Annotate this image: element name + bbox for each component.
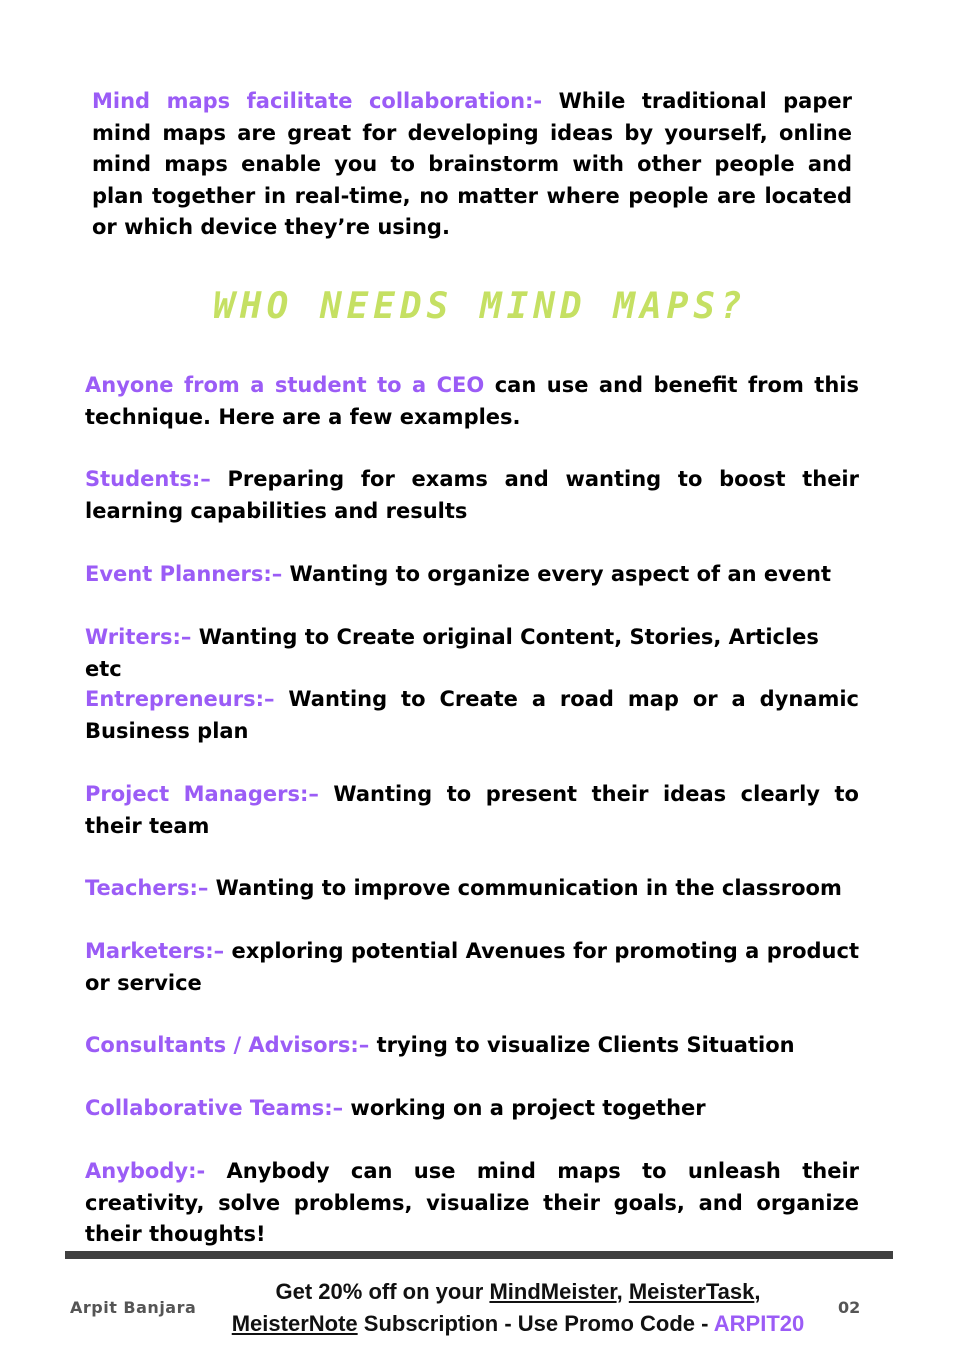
promo-separator: , [754,1279,761,1304]
footer-promo [200,1276,836,1340]
item-text: trying to visualize Clients Situation [369,1033,795,1057]
promo-code: ARPIT20 [713,1311,805,1336]
item-text: Anybody can use mind maps to unleash their creativity, solve problems, visualize their goals, and organize their thoughts! [85,1159,859,1246]
item-label: Entrepreneurs:– [85,687,275,711]
promo-middle: Subscription - Use Promo Code - [357,1311,714,1336]
footer-author: Arpit Banjara [70,1298,197,1317]
item-label: Marketers:– [85,939,225,963]
list-item-entrepreneurs [85,684,859,747]
item-text: Preparing for exams and wanting to boost their learning capabilities and results [85,467,859,523]
item-label: Collaborative Teams:– [85,1096,344,1120]
item-label: Writers:– [85,625,192,649]
meistertask-link[interactable]: MeisterTask [628,1279,755,1304]
list-item-teachers [85,873,859,905]
mindmeister-link[interactable]: MindMeister [489,1279,617,1304]
section-heading: WHO NEEDS MIND MAPS? [213,286,747,327]
item-text: Wanting to present their ideas clearly to their team [85,782,859,838]
item-label: Teachers:– [85,876,209,900]
item-text: Wanting to organize every aspect of an event [282,562,832,586]
promo-separator: , [616,1279,629,1304]
list-item-anybody [85,1156,859,1251]
intro-label: Mind maps facilitate collaboration:- [92,89,543,113]
item-label: Consultants / Advisors:– [85,1033,370,1057]
list-item-event-planners [85,559,859,591]
item-text: exploring potential Avenues for promoting a product or service [85,939,859,995]
item-text: working on a project together [343,1096,706,1120]
lead-text: can use and benefit from this technique. Here are a few examples. [85,373,859,429]
item-label: Students:– [85,467,211,491]
item-text: Wanting to Create a road map or a dynamic Business plan [85,687,859,743]
intro-text: While traditional paper mind maps are great for developing ideas by yourself, online mind maps enable you to brainstorm with other people and plan together in real-time, no matter where people are located or which device they’re using. [92,89,852,239]
lead-paragraph [85,370,859,433]
list-item-collaborative-teams [85,1093,859,1125]
list-item-students [85,464,859,527]
item-label: Event Planners:– [85,562,283,586]
lead-label: Anyone from a student to a CEO [85,373,485,397]
item-label: Project Managers:– [85,782,319,806]
item-text: Wanting to improve communication in the classroom [208,876,842,900]
footer-divider [65,1251,893,1259]
page-number: 02 [838,1298,861,1317]
meisternote-link[interactable]: MeisterNote [231,1311,358,1336]
intro-paragraph [92,86,852,244]
list-item-writers [85,622,859,685]
list-item-consultants [85,1030,859,1062]
list-item-marketers [85,936,859,999]
list-item-project-managers [85,779,859,842]
promo-prefix: Get 20% off on your [275,1279,490,1304]
item-label: Anybody:- [85,1159,206,1183]
item-text: Wanting to Create original Content, Stories, Articles etc [85,625,819,681]
